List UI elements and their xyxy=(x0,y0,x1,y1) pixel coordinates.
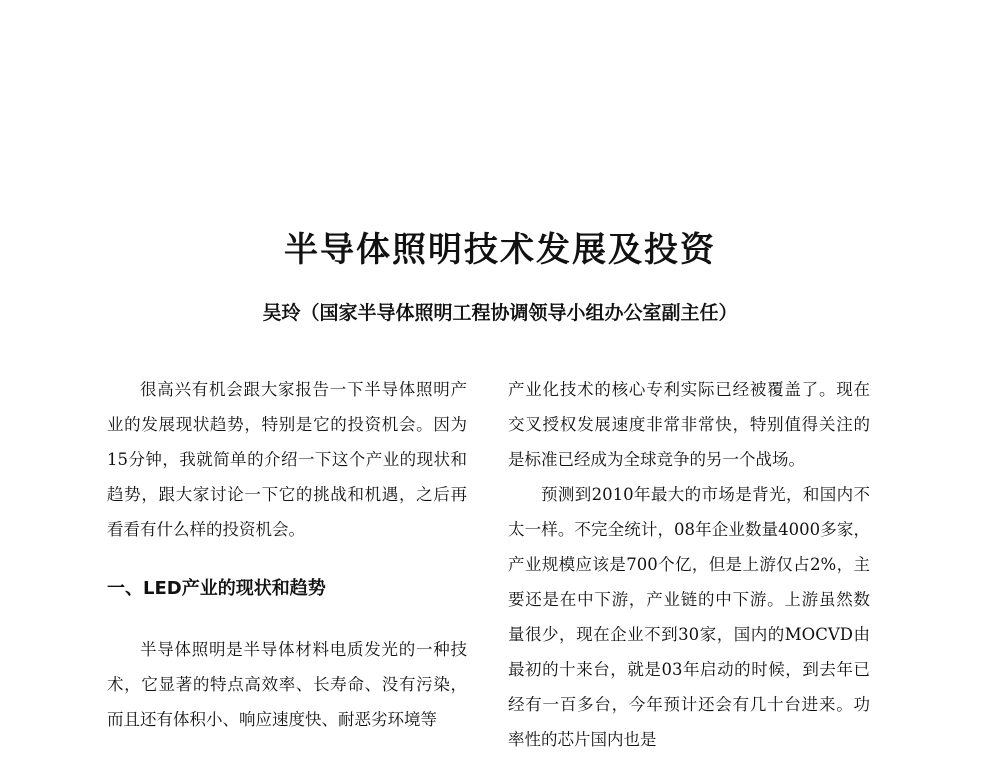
section-heading: 一、LED产业的现状和趋势 xyxy=(107,578,326,599)
continued-paragraph: 产业化技术的核心专利实际已经被覆盖了。现在交叉授权发展速度非常非常快，特别值得关注的是标准已经成为全球竞争的另一个战场。 xyxy=(508,380,870,469)
right-column xyxy=(508,372,870,757)
section-paragraph: 半导体照明是半导体材料电质发光的一种技术，它显著的特点高效率、长寿命、没有污染，而且还有体积小、响应速度快、耐恶劣环境等 xyxy=(107,640,467,729)
market-paragraph: 预测到2010年最大的市场是背光，和国内不太一样。不完全统计，08年企业数量4000多家，产业规模应该是700个亿，但是上游仅占2%，主要还是在中下游，产业链的中下游。上游虽然数量很少，现在企业不到30家，国内的MOCVD由最初的十来台，就是03年启动的时候，到去年已经有一百多台，今年预计还会有几十台进来。功率性的芯片国内也是 xyxy=(508,485,870,749)
intro-paragraph: 很高兴有机会跟大家报告一下半导体照明产业的发展现状趋势，特别是它的投资机会。因为15分钟，我就简单的介绍一下这个产业的现状和趋势，跟大家讨论一下它的挑战和机遇，之后再看看有什么样的投资机会。 xyxy=(107,380,467,539)
author-line: 吴玲（国家半导体照明工程协调领导小组办公室副主任） xyxy=(262,302,738,324)
article-title: 半导体照明技术发展及投资 xyxy=(284,230,716,270)
left-column xyxy=(107,372,467,737)
